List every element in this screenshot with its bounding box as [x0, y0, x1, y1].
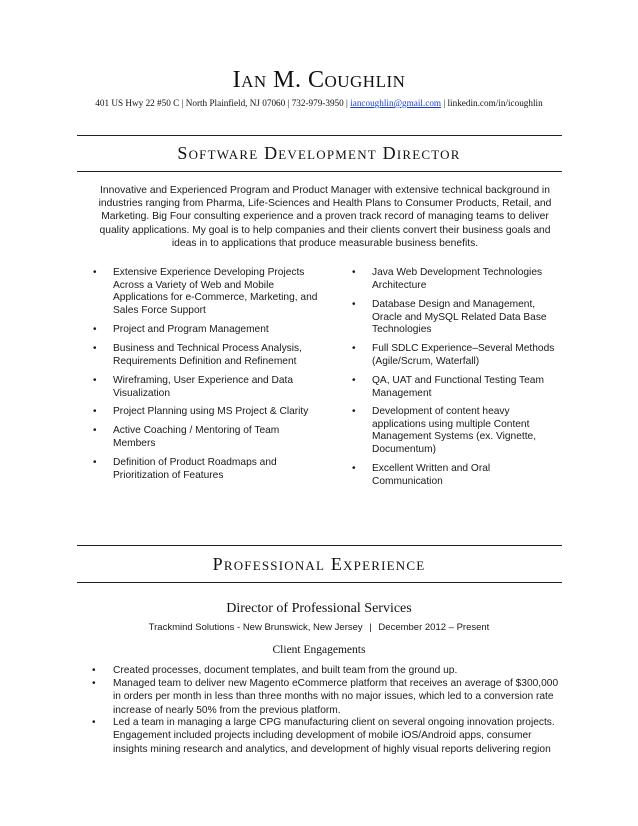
divider: [77, 135, 562, 136]
contact-line: [0, 98, 638, 108]
divider: [77, 171, 562, 172]
address: 401 US Hwy 22 #50 C: [95, 98, 180, 108]
skill-item: • Project Planning using MS Project & Clarity: [113, 406, 333, 419]
engagements-heading: Client Engagements: [272, 644, 366, 656]
skill-item: • Wireframing, User Experience and Data Visualization: [113, 375, 313, 400]
skill-item: • Excellent Written and Oral Communication: [372, 463, 562, 488]
contact-separator: |: [443, 98, 446, 108]
skill-item: • Java Web Development Technologies Architecture: [372, 267, 562, 292]
contact-separator: |: [181, 98, 184, 108]
divider: [77, 545, 562, 546]
job-meta: [0, 622, 638, 633]
job-dates: December 2012 – Present: [378, 622, 490, 633]
skill-item: • Business and Technical Process Analysis, Requirements Definition and Refinement: [113, 343, 313, 368]
contact-separator: |: [287, 98, 290, 108]
phone: 732-979-3950: [291, 98, 344, 108]
city: North Plainfield, NJ 07060: [185, 98, 286, 108]
candidate-name: Ian M. Coughlin: [232, 67, 406, 93]
skill-item: • Active Coaching / Mentoring of Team Members: [113, 425, 293, 450]
job-title: Director of Professional Services: [226, 601, 412, 616]
skill-item: • Project and Program Management: [113, 324, 333, 337]
email-link[interactable]: iancoughlin@gmail.com: [350, 98, 442, 108]
experience-heading: Professional Experience: [212, 554, 426, 574]
experience-bullet: • Led a team in managing a large CPG manufacturing client on several ongoing innovation projects. Engagement included projects including development of mobile iOS/Android apps, consumer insights mining research and analytics, and development of highly visual reports delivering region: [113, 716, 563, 756]
skill-item: • Database Design and Management, Oracle and MySQL Related Data Base Technologies: [372, 299, 567, 337]
skill-item: • Extensive Experience Developing Projects Across a Variety of Web and Mobile Applications for e-Commerce, Marketing, and Sales Force Support: [113, 267, 326, 317]
summary-paragraph: Innovative and Experienced Program and Product Manager with extensive technical background in industries ranging from Pharma, Life-Sciences and Health Plans to Consumer Products, Retail, and Marketing. Big Four consulting experience and a proven track record of managing teams to deliver quality applications. My goal is to help companies and their clients convert their business goals and ideas in to applications that produce measurable business benefits.: [98, 185, 552, 249]
linkedin: linkedin.com/in/icoughlin: [447, 98, 543, 108]
experience-bullet: • Created processes, document templates, and built team from the ground up.: [113, 664, 563, 677]
divider: [77, 582, 562, 583]
title-heading: Software Development Director: [177, 143, 461, 163]
skill-item: • Development of content heavy applications using multiple Content Management Systems (ex. Vignette, Documentum): [372, 406, 557, 456]
meta-separator: |: [369, 622, 372, 633]
skill-item: • Full SDLC Experience–Several Methods (Agile/Scrum, Waterfall): [372, 343, 572, 368]
skill-item: • QA, UAT and Functional Testing Team Management: [372, 375, 562, 400]
contact-separator: |: [346, 98, 348, 108]
experience-bullet: • Managed team to deliver new Magento eCommerce platform that receives an average of $300,000 in orders per month in less than three months with no major issues, which led to a conversion rate increase of nearly 50% from the previous platform.: [113, 677, 563, 717]
company: Trackmind Solutions - New Brunswick, New Jersey: [148, 622, 363, 633]
skill-item: • Definition of Product Roadmaps and Prioritization of Features: [113, 457, 303, 482]
